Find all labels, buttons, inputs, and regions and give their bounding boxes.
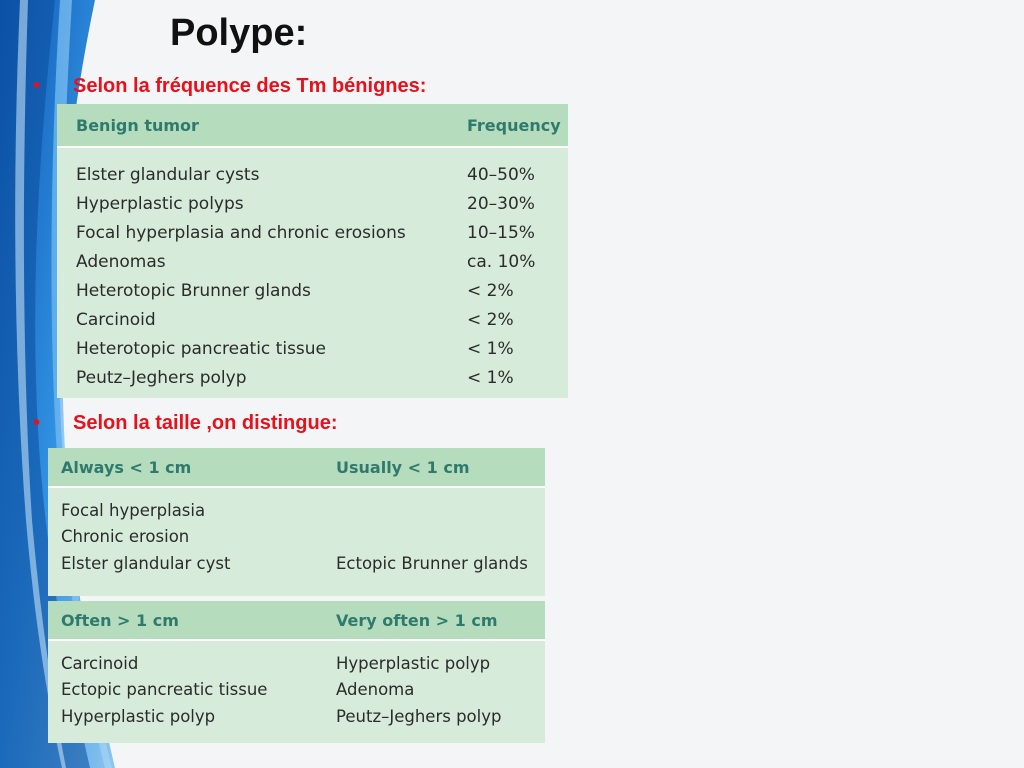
- cell-left: Elster glandular cyst: [61, 553, 231, 573]
- header-benign-tumor: Benign tumor: [76, 115, 199, 135]
- bullet-frequency: [33, 75, 426, 98]
- header-often-gt-1cm: Often > 1 cm: [61, 610, 179, 630]
- bullet-dot: •: [33, 412, 41, 434]
- cell-right: Hyperplastic polyp: [336, 653, 491, 673]
- cell-frequency: < 2%: [467, 280, 514, 301]
- cell-frequency: 20–30%: [467, 193, 535, 214]
- table-row: [57, 276, 568, 305]
- table-row: [57, 160, 568, 189]
- table-body: [57, 148, 568, 392]
- cell-tumor: Carcinoid: [76, 309, 156, 330]
- table-row: [48, 703, 545, 730]
- table-body: [48, 488, 545, 577]
- bullet-dot: •: [33, 75, 41, 97]
- table-row: [57, 305, 568, 334]
- table-row: [48, 677, 545, 704]
- table-row: [57, 334, 568, 363]
- bullet-text: Selon la taille ,on distingue:: [73, 412, 338, 434]
- cell-left: Ectopic pancreatic tissue: [61, 680, 268, 700]
- cell-tumor: Focal hyperplasia and chronic erosions: [76, 222, 406, 243]
- cell-left: Focal hyperplasia: [61, 500, 206, 520]
- table-row: [57, 189, 568, 218]
- header-very-often-gt-1cm: Very often > 1 cm: [336, 610, 498, 630]
- table-row: [57, 363, 568, 392]
- cell-left: Chronic erosion: [61, 527, 190, 547]
- cell-frequency: < 2%: [467, 309, 514, 330]
- cell-frequency: 10–15%: [467, 222, 535, 243]
- cell-right: Ectopic Brunner glands: [336, 553, 528, 573]
- cell-right: Adenoma: [336, 680, 415, 700]
- cell-tumor: Hyperplastic polyps: [76, 193, 244, 214]
- size-table-small: [48, 448, 545, 596]
- table-header: [48, 448, 545, 488]
- cell-tumor: Heterotopic pancreatic tissue: [76, 338, 327, 359]
- cell-frequency: 40–50%: [467, 164, 535, 185]
- table-row: [48, 550, 545, 577]
- cell-frequency: < 1%: [467, 338, 514, 359]
- cell-left: Hyperplastic polyp: [61, 706, 216, 726]
- table-row: [48, 497, 545, 524]
- table-header: [57, 104, 568, 148]
- cell-left: Carcinoid: [61, 653, 139, 673]
- table-body: [48, 641, 545, 730]
- cell-frequency: < 1%: [467, 367, 514, 388]
- cell-tumor: Adenomas: [76, 251, 166, 272]
- table-header: [48, 601, 545, 641]
- size-table-large: [48, 601, 545, 743]
- header-usually-lt-1cm: Usually < 1 cm: [336, 457, 470, 477]
- bullet-text: Selon la fréquence des Tm bénignes:: [73, 75, 427, 97]
- cell-tumor: Elster glandular cysts: [76, 164, 260, 185]
- table-row: [57, 247, 568, 276]
- cell-frequency: ca. 10%: [467, 251, 536, 272]
- header-frequency: Frequency: [467, 115, 561, 135]
- bullet-size: [33, 412, 337, 435]
- table-row: [57, 218, 568, 247]
- cell-tumor: Peutz–Jeghers polyp: [76, 367, 247, 388]
- slide-title: Polype:: [170, 12, 308, 54]
- cell-right: Peutz–Jeghers polyp: [336, 706, 502, 726]
- table-row: [48, 650, 545, 677]
- cell-tumor: Heterotopic Brunner glands: [76, 280, 311, 301]
- frequency-table: [57, 104, 568, 398]
- header-always-lt-1cm: Always < 1 cm: [61, 457, 192, 477]
- table-row: [48, 524, 545, 551]
